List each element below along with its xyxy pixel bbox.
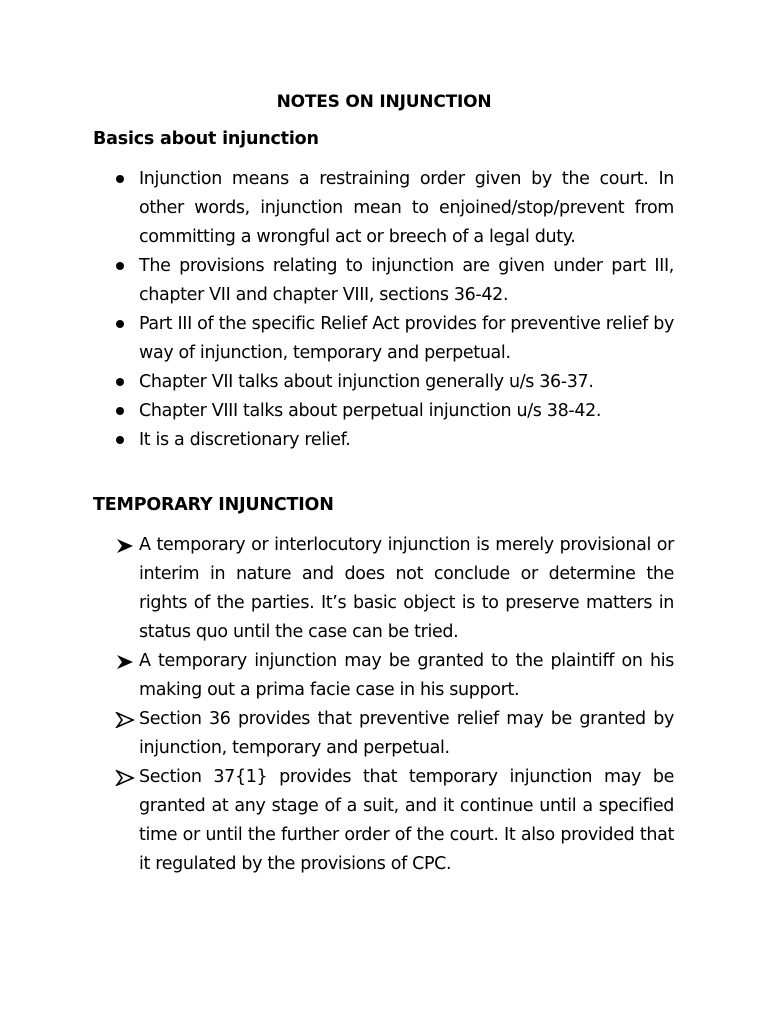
list-item: [0, 397, 768, 426]
temporary-list: [0, 531, 768, 879]
list-item-text: Chapter VII talks about injunction generally u/s 36-37.: [139, 372, 594, 392]
bullet-dot-icon: [116, 378, 124, 386]
bullet-dot-icon: [116, 320, 124, 328]
list-item-text: Section 36 provides that preventive relief may be granted by injunction, temporary and perpetual.: [139, 709, 674, 758]
list-item-text: Injunction means a restraining order given by the court. In other words, injunction mean to enjoined/stop/prevent from committing a wrongful act or breech of a legal duty.: [139, 169, 674, 247]
list-item: [0, 705, 768, 763]
arrow-bullet-icon: [115, 770, 135, 786]
list-item-text: Section 37{1} provides that temporary injunction may be granted at any stage of a suit, and it continue until a specified time or until the further order of the court. It also provided that it regulated by the provisions of CPC.: [139, 767, 674, 874]
bullet-dot-icon: [116, 407, 124, 415]
bullet-dot-icon: [116, 262, 124, 270]
list-item: [0, 531, 768, 647]
list-item: [0, 368, 768, 397]
list-item: [0, 647, 768, 705]
arrow-bullet-icon: [115, 712, 135, 728]
list-item: [0, 426, 768, 455]
document-title: NOTES ON INJUNCTION: [276, 92, 492, 112]
bullet-dot-icon: [116, 436, 124, 444]
bullet-dot-icon: [116, 175, 124, 183]
arrow-bullet-icon: [115, 538, 135, 554]
list-item: [0, 252, 768, 310]
heading-basics: Basics about injunction: [93, 129, 319, 149]
list-item-text: A temporary or interlocutory injunction is merely provisional or interim in nature and does not conclude or determine the rights of the parties. It’s basic object is to preserve matters in status quo until the case can be tried.: [139, 535, 674, 642]
list-item-text: The provisions relating to injunction are given under part III, chapter VII and chapter VIII, sections 36-42.: [139, 256, 674, 305]
heading-temporary-injunction: TEMPORARY INJUNCTION: [93, 495, 334, 515]
list-item: [0, 165, 768, 252]
basics-list: [0, 165, 768, 455]
list-item-text: It is a discretionary relief.: [139, 430, 351, 450]
list-item-text: A temporary injunction may be granted to the plaintiff on his making out a prima facie case in his support.: [139, 651, 674, 700]
list-item: [0, 310, 768, 368]
list-item-text: Chapter VIII talks about perpetual injunction u/s 38-42.: [139, 401, 602, 421]
list-item: [0, 763, 768, 879]
list-item-text: Part III of the specific Relief Act provides for preventive relief by way of injunction, temporary and perpetual.: [139, 314, 674, 363]
arrow-bullet-icon: [115, 654, 135, 670]
